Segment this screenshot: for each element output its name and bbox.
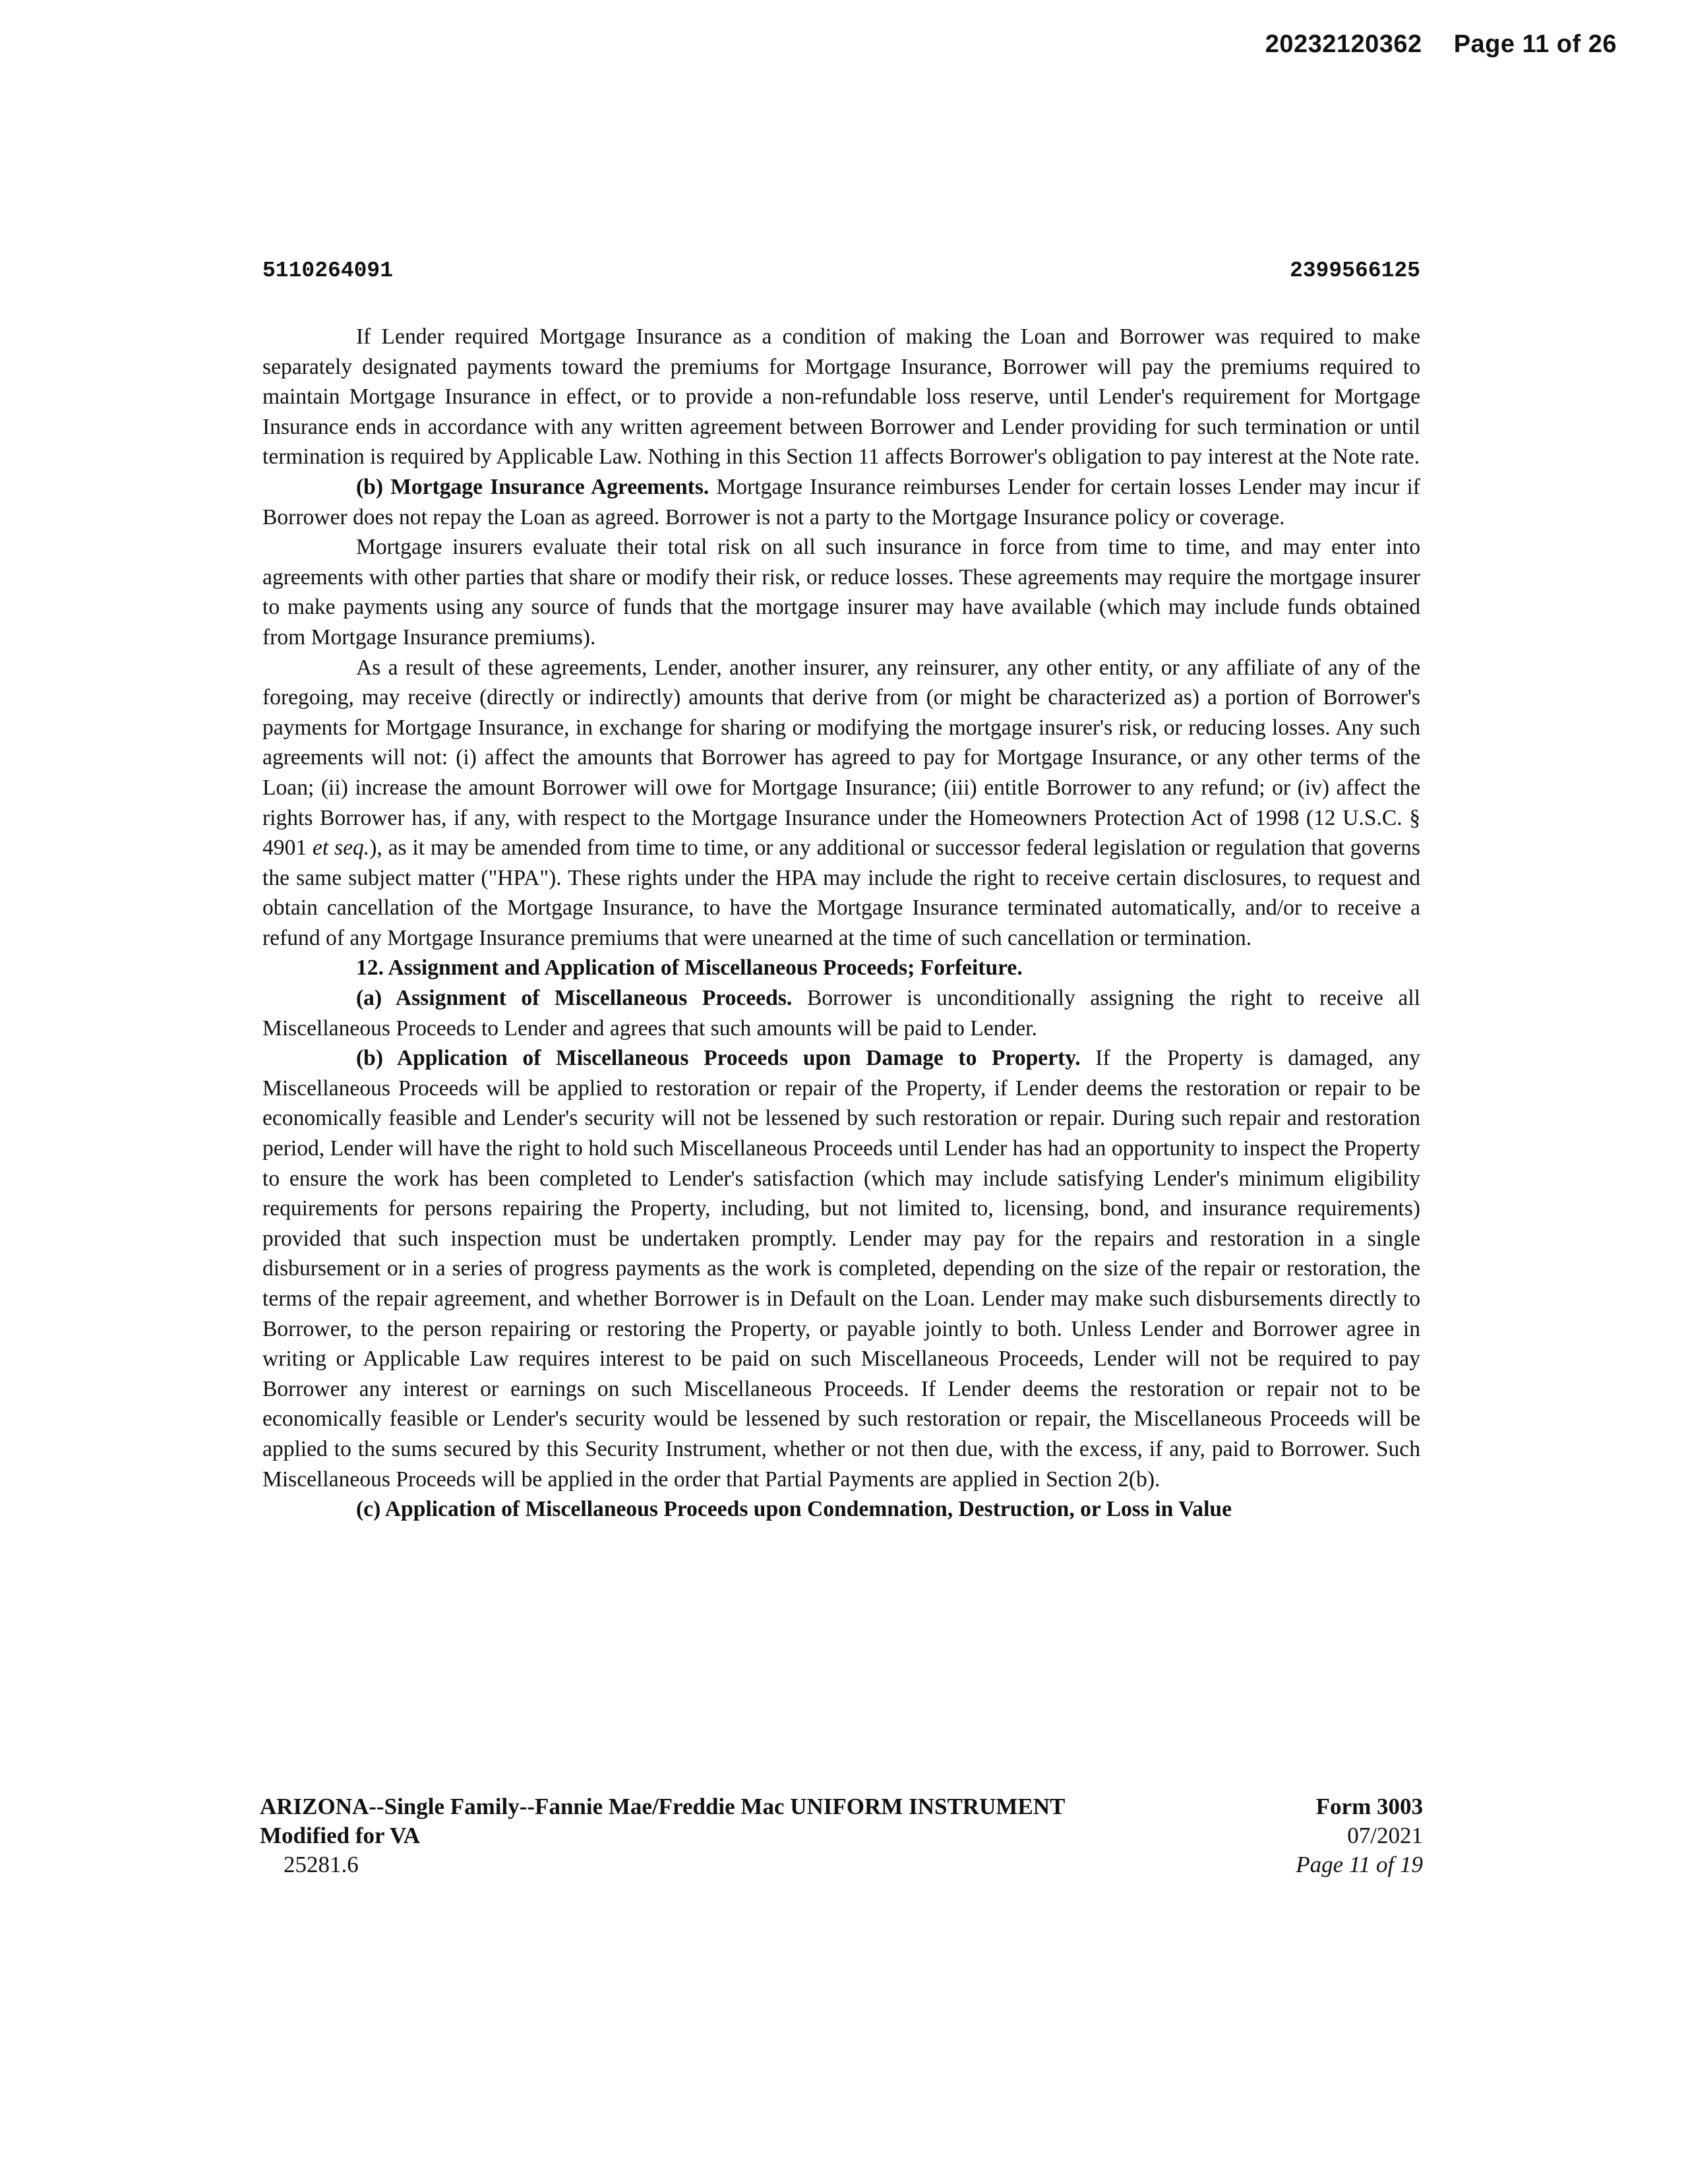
paragraph-text: Borrower is unconditionally assigning the right to receive all Miscellaneous Proceeds to Lender and agrees that such amounts will be paid to Lender. <box>262 986 1420 1041</box>
section-heading: (c) Application of Miscellaneous Proceeds upon Condemnation, Destruction, or Loss in Value <box>356 1497 1232 1522</box>
paragraph-text: If the Property is damaged, any Miscellaneous Proceeds will be applied to restoration or repair of the Property, if Lender deems the restoration or repair to be economically feasible and Lender's security will not be lessened by such restoration or repair. During such repair and restoration period, Lender will have the right to hold such Miscellaneous Proceeds until Lender has had an opportunity to inspect the Property to ensure the work has been completed to Lender's satisfaction (which may include satisfying Lender's minimum eligibility requirements for persons repairing the Property, including, but not limited to, licensing, bond, and insurance requirements) provided that such inspection must be undertaken promptly. Lender may pay for the repairs and restoration in a single disbursement or in a series of progress payments as the work is completed, depending on the size of the repair or restoration, the terms of the repair agreement, and whether Borrower is in Default on the Loan. Lender may make such disbursements directly to Borrower, to the person repairing or restoring the Property, or payable jointly to both. Unless Lender and Borrower agree in writing or Applicable Law requires interest to be paid on such Miscellaneous Proceeds, Lender will not be required to pay Borrower any interest or earnings on such Miscellaneous Proceeds. If Lender deems the restoration or repair not to be economically feasible or Lender's security would be lessened by such restoration or repair, the Miscellaneous Proceeds will be applied to the sums secured by this Security Instrument, whether or not then due, with the excess, if any, paid to Borrower. Such Miscellaneous Proceeds will be applied in the order that Partial Payments are applied in Section 2(b). <box>262 1046 1420 1492</box>
section-heading: (b) Application of Miscellaneous Proceeds upon Damage to Property. <box>356 1046 1081 1071</box>
footer-left <box>260 1792 1065 1879</box>
paragraph-mortgage-insurance-premiums <box>262 322 1420 472</box>
section-heading: (a) Assignment of Miscellaneous Proceeds. <box>356 986 793 1011</box>
footer-right <box>1296 1792 1423 1879</box>
form-number: Form 3003 <box>1315 1794 1423 1819</box>
paragraph-mortgage-insurance-agreements <box>262 472 1420 532</box>
instrument-title: ARIZONA--Single Family--Fannie Mae/Freddie Mac UNIFORM INSTRUMENT <box>260 1794 1066 1819</box>
paragraph-condemnation-heading <box>262 1494 1420 1525</box>
form-date: 07/2021 <box>1347 1823 1423 1848</box>
document-body <box>262 322 1420 1525</box>
paragraph-assignment-of-proceeds <box>262 983 1420 1043</box>
paragraph-result-of-agreements <box>262 653 1420 954</box>
paragraph-text: ), as it may be amended from time to time, or any additional or successor federal legislation or regulation that governs the same subject matter ("HPA"). These rights under the HPA may include the right to receive certain disclosures, to request and obtain cancellation of the Mortgage Insurance, to have the Mortgage Insurance terminated automatically, and/or to receive a refund of any Mortgage Insurance premiums that were unearned at the time of such cancellation or termination. <box>262 835 1420 950</box>
recording-number: 20232120362 <box>1265 30 1422 58</box>
loan-id-left: 5110264091 <box>262 258 394 283</box>
section-heading: (b) Mortgage Insurance Agreements. <box>356 474 709 499</box>
paragraph-text: Mortgage insurers evaluate their total risk on all such insurance in force from time to time, and may enter into agreements with other parties that share or modify their risk, or reduce losses. These agreements may require the mortgage insurer to make payments using any source of funds that the mortgage insurer may have available (which may include funds obtained from Mortgage Insurance premiums). <box>262 535 1420 650</box>
loan-id-row <box>262 258 1420 283</box>
paragraph-text: As a result of these agreements, Lender, another insurer, any reinsurer, any other entity, or any affiliate of any of the foregoing, may receive (directly or indirectly) amounts that derive from (or might be characterized as) a portion of Borrower's payments for Mortgage Insurance, in exchange for sharing or modifying the mortgage insurer's risk, or reducing losses. Any such agreements will not: (i) affect the amounts that Borrower has agreed to pay for Mortgage Insurance, or any other terms of the Loan; (ii) increase the amount Borrower will owe for Mortgage Insurance; (iii) entitle Borrower to any refund; or (iv) affect the rights Borrower has, if any, with respect to the Mortgage Insurance under the Homeowners Protection Act of 1998 (12 U.S.C. § 4901 <box>262 655 1420 861</box>
recording-header <box>1265 30 1617 59</box>
instrument-modification: Modified for VA <box>260 1823 421 1848</box>
section-heading: 12. Assignment and Application of Miscellaneous Proceeds; Forfeiture. <box>356 956 1023 981</box>
section-12-heading-paragraph <box>262 953 1420 983</box>
italic-text: et seq. <box>312 835 370 861</box>
recording-page-number: Page 11 of 26 <box>1453 30 1617 58</box>
paragraph-text: If Lender required Mortgage Insurance as a condition of making the Loan and Borrower was required to make separately designated payments toward the premiums for Mortgage Insurance, Borrower will pay the premiums required to maintain Mortgage Insurance in effect, or to provide a non-refundable loss reserve, until Lender's requirement for Mortgage Insurance ends in accordance with any written agreement between Borrower and Lender providing for such termination or until termination is required by Applicable Law. Nothing in this Section 11 affects Borrower's obligation to pay interest at the Note rate. <box>262 324 1420 470</box>
document-code: 25281.6 <box>284 1852 359 1877</box>
document-footer <box>260 1792 1423 1879</box>
paragraph-text: Mortgage Insurance reimburses Lender for certain losses Lender may incur if Borrower does not repay the Loan as agreed. Borrower is not a party to the Mortgage Insurance policy or coverage. <box>262 474 1420 530</box>
loan-id-right: 2399566125 <box>1289 258 1420 283</box>
instrument-page-number: Page 11 of 19 <box>1296 1852 1423 1877</box>
paragraph-mortgage-insurers <box>262 532 1420 652</box>
paragraph-damage-to-property <box>262 1043 1420 1494</box>
